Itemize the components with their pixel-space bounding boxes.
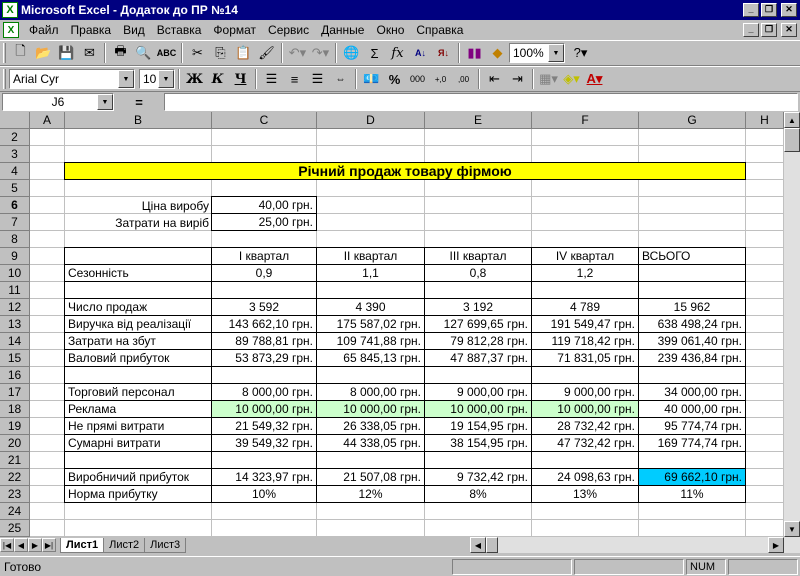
decrease-indent-icon[interactable]: ⇤ [489, 71, 500, 86]
table-grid-cell[interactable] [638, 281, 746, 299]
table-grid-cell[interactable] [424, 281, 532, 299]
row-header[interactable]: 13 [0, 316, 30, 333]
chevron-down-icon[interactable]: ▼ [158, 70, 174, 88]
fill-color-icon[interactable]: ◈▾ [563, 71, 580, 86]
table-cell[interactable]: 3 192 [424, 298, 532, 316]
chevron-down-icon[interactable]: ▼ [548, 44, 564, 62]
table-grid-cell[interactable] [638, 366, 746, 384]
scroll-right-icon[interactable]: ▶ [768, 537, 784, 553]
menu-help[interactable]: Справка [416, 23, 464, 37]
align-left-icon[interactable]: ☰ [265, 71, 278, 86]
price-label[interactable]: Ціна виробу [141, 198, 209, 213]
table-cell[interactable]: 10 000,00 грн. [316, 400, 425, 418]
table-grid-cell[interactable] [531, 281, 639, 299]
print-icon[interactable]: 🖶 [114, 43, 127, 58]
chevron-down-icon[interactable]: ▼ [118, 70, 134, 88]
row-header[interactable]: 2 [0, 129, 30, 146]
table-cell[interactable]: 1,1 [316, 264, 425, 282]
spelling-icon[interactable]: ABC [156, 48, 177, 58]
table-cell[interactable]: 239 436,84 грн. [638, 349, 746, 367]
align-right-icon[interactable]: ☰ [311, 71, 324, 86]
column-header-cell[interactable]: III квартал [424, 247, 532, 265]
title-bar [0, 0, 800, 20]
table-grid-cell[interactable] [64, 247, 212, 265]
row-header[interactable]: 24 [0, 503, 30, 520]
borders-icon[interactable]: ▦▾ [539, 71, 558, 86]
table-cell[interactable]: 79 812,28 грн. [424, 332, 532, 350]
table-cell[interactable]: 109 741,88 грн. [316, 332, 425, 350]
table-cell[interactable]: 9 000,00 грн. [531, 383, 639, 401]
table-cell[interactable]: 26 338,05 грн. [316, 417, 425, 435]
print-preview-icon[interactable]: 🔍 [135, 45, 152, 60]
row-header[interactable]: 23 [0, 486, 30, 503]
table-cell[interactable]: 9 000,00 грн. [424, 383, 532, 401]
doc-restore-button[interactable]: ❐ [761, 23, 777, 37]
table-cell[interactable]: 119 718,42 грн. [531, 332, 639, 350]
table-cell[interactable]: 15 962 [638, 298, 746, 316]
table-grid-cell[interactable] [531, 451, 639, 469]
table-grid-cell[interactable] [316, 281, 425, 299]
new-icon[interactable]: 🗋 [15, 43, 26, 58]
row-label[interactable]: Валовий прибуток [64, 349, 212, 367]
table-cell[interactable]: 0,8 [424, 264, 532, 282]
open-icon[interactable]: 📂 [35, 45, 52, 60]
percent-icon[interactable]: % [388, 71, 401, 87]
table-cell[interactable]: 21 549,32 грн. [211, 417, 317, 435]
menu-window[interactable]: Окно [376, 23, 405, 37]
table-grid-cell[interactable] [211, 281, 317, 299]
column-header-b[interactable]: B [65, 112, 212, 129]
table-cell[interactable]: 13% [531, 485, 639, 503]
cost-value[interactable]: 25,00 грн. [211, 213, 317, 231]
autosum-icon[interactable]: Σ [370, 45, 379, 61]
table-cell[interactable]: 38 154,95 грн. [424, 434, 532, 452]
paste-icon[interactable]: 📋 [235, 45, 252, 60]
table-grid-cell[interactable] [424, 366, 532, 384]
table-cell[interactable]: 24 098,63 грн. [531, 468, 639, 486]
close-button[interactable]: ✕ [781, 3, 797, 17]
scroll-down-icon[interactable]: ▼ [784, 521, 800, 537]
worksheet-grid[interactable] [0, 112, 784, 537]
doc-minimize-button[interactable]: _ [743, 23, 759, 37]
name-box[interactable]: J6 ▼ [2, 93, 114, 111]
table-grid-cell[interactable] [424, 451, 532, 469]
table-grid-cell[interactable] [64, 366, 212, 384]
horizontal-scrollbar[interactable] [470, 537, 800, 553]
column-header-cell[interactable]: IV квартал [531, 247, 639, 265]
table-cell[interactable]: 11% [638, 485, 746, 503]
table-cell[interactable]: 1,2 [531, 264, 639, 282]
table-cell[interactable]: 39 549,32 грн. [211, 434, 317, 452]
table-cell[interactable]: 21 507,08 грн. [316, 468, 425, 486]
row-label[interactable]: Не прямі витрати [64, 417, 212, 435]
table-cell[interactable]: 4 789 [531, 298, 639, 316]
table-cell[interactable]: 10 000,00 грн. [531, 400, 639, 418]
document-icon[interactable]: X [3, 22, 19, 38]
table-cell[interactable]: 65 845,13 грн. [316, 349, 425, 367]
table-grid-cell[interactable] [211, 366, 317, 384]
menu-insert[interactable]: Вставка [156, 23, 202, 37]
tab-sheet3[interactable]: Лист3 [144, 538, 186, 553]
column-header-d[interactable]: D [317, 112, 425, 129]
window-title: Microsoft Excel - Додаток до ПР №14 [21, 3, 238, 17]
scroll-left-icon[interactable]: ◀ [470, 537, 486, 553]
next-sheet-icon[interactable]: ▶ [28, 538, 42, 552]
row-header[interactable]: 6 [0, 197, 30, 214]
thousands-separator-icon[interactable]: 000 [409, 74, 426, 84]
row-header[interactable]: 8 [0, 231, 30, 248]
table-cell[interactable]: 34 000,00 грн. [638, 383, 746, 401]
row-header[interactable]: 9 [0, 248, 30, 265]
row-label[interactable]: Сумарні витрати [64, 434, 212, 452]
status-text: Готово [4, 559, 42, 574]
row-label[interactable]: Виробничий прибуток [64, 468, 212, 486]
sheet-title[interactable]: Річний продаж товару фірмою [64, 162, 746, 180]
formatting-toolbar [0, 66, 800, 92]
save-icon[interactable]: 💾 [58, 45, 75, 60]
table-cell[interactable]: 12% [316, 485, 425, 503]
row-label[interactable]: Реклама [64, 400, 212, 418]
redo-icon[interactable]: ↷▾ [311, 45, 330, 60]
chevron-down-icon[interactable]: ▼ [97, 94, 113, 110]
font-color-icon[interactable]: A▾ [586, 71, 603, 86]
table-cell[interactable]: 69 662,10 грн. [638, 468, 746, 486]
table-cell[interactable] [638, 264, 746, 282]
table-cell[interactable]: 9 732,42 грн. [424, 468, 532, 486]
tab-sheet1[interactable]: Лист1 [60, 538, 104, 553]
table-cell[interactable]: 143 662,10 грн. [211, 315, 317, 333]
row-header[interactable]: 25 [0, 520, 30, 537]
status-bar [0, 556, 800, 576]
table-cell[interactable]: 8 000,00 грн. [211, 383, 317, 401]
table-cell[interactable]: 10 000,00 грн. [211, 400, 317, 418]
font-size-select[interactable]: 10 ▼ [139, 69, 175, 89]
table-cell[interactable]: 169 774,74 грн. [638, 434, 746, 452]
zoom-select[interactable]: 100% ▼ [509, 43, 565, 63]
row-header[interactable]: 10 [0, 265, 30, 282]
mail-icon[interactable]: ✉ [84, 45, 95, 60]
table-cell[interactable]: 3 592 [211, 298, 317, 316]
row-header[interactable]: 4 [0, 163, 30, 180]
italic-button[interactable]: К [211, 71, 224, 87]
menu-format[interactable]: Формат [213, 23, 257, 37]
standard-toolbar [0, 40, 800, 66]
table-grid-cell[interactable] [211, 451, 317, 469]
formula-equals-button[interactable]: = [135, 94, 143, 110]
table-cell[interactable]: 40 000,00 грн. [638, 400, 746, 418]
table-cell[interactable]: 14 323,97 грн. [211, 468, 317, 486]
prev-sheet-icon[interactable]: ◀ [14, 538, 28, 552]
column-header-cell[interactable]: II квартал [316, 247, 425, 265]
table-cell[interactable]: 10% [211, 485, 317, 503]
row-header[interactable]: 20 [0, 435, 30, 452]
help-icon[interactable]: ?▾ [573, 45, 588, 60]
merge-center-icon[interactable]: ⇔ [335, 73, 346, 85]
table-grid-cell[interactable] [531, 366, 639, 384]
excel-app-icon[interactable]: X [2, 2, 18, 18]
drawing-icon[interactable]: ◆ [492, 45, 503, 60]
doc-close-button[interactable]: ✕ [781, 23, 797, 37]
table-cell[interactable]: 8% [424, 485, 532, 503]
column-header-h[interactable]: H [746, 112, 784, 129]
table-cell[interactable]: 71 831,05 грн. [531, 349, 639, 367]
column-header-e[interactable]: E [425, 112, 532, 129]
formula-bar [0, 92, 800, 112]
price-value[interactable]: 40,00 грн. [211, 196, 317, 214]
row-header[interactable]: 3 [0, 146, 30, 163]
font-name-select[interactable]: Arial Cyr ▼ [9, 69, 135, 89]
bold-button[interactable]: Ж [185, 71, 204, 87]
first-sheet-icon[interactable]: |◀ [0, 538, 14, 552]
menu-data[interactable]: Данные [321, 23, 365, 37]
chart-wizard-icon[interactable]: ▮▮ [467, 45, 482, 60]
table-cell[interactable]: 399 061,40 грн. [638, 332, 746, 350]
table-cell[interactable]: 127 699,65 грн. [424, 315, 532, 333]
column-header-f[interactable]: F [532, 112, 639, 129]
menu-edit[interactable]: Правка [70, 23, 112, 37]
table-grid-cell[interactable] [64, 451, 212, 469]
row-header[interactable]: 22 [0, 469, 30, 486]
web-icon[interactable]: 🌐 [343, 45, 360, 60]
column-header-g[interactable]: G [639, 112, 746, 129]
row-header[interactable]: 12 [0, 299, 30, 316]
minimize-button[interactable]: _ [743, 3, 759, 17]
column-header-cell[interactable]: ВСЬОГО [638, 247, 746, 265]
table-cell[interactable]: 8 000,00 грн. [316, 383, 425, 401]
underline-button[interactable]: Ч [234, 71, 247, 87]
num-lock-indicator: NUM [686, 559, 726, 575]
row-header[interactable]: 19 [0, 418, 30, 435]
row-header[interactable]: 15 [0, 350, 30, 367]
table-cell[interactable]: 175 587,02 грн. [316, 315, 425, 333]
menu-view[interactable]: Вид [123, 23, 145, 37]
table-grid-cell[interactable] [64, 281, 212, 299]
row-header[interactable]: 5 [0, 180, 30, 197]
table-cell[interactable]: 44 338,05 грн. [316, 434, 425, 452]
sort-descending-icon[interactable]: Я↓ [438, 48, 449, 58]
decrease-decimal-icon[interactable]: ,00 [457, 74, 470, 84]
restore-button[interactable]: ❐ [761, 3, 777, 17]
table-cell[interactable]: 53 873,29 грн. [211, 349, 317, 367]
row-header[interactable]: 18 [0, 401, 30, 418]
table-grid-cell[interactable] [316, 366, 425, 384]
row-label[interactable]: Сезонність [64, 264, 212, 282]
tab-sheet2[interactable]: Лист2 [103, 538, 145, 553]
table-cell[interactable]: 10 000,00 грн. [424, 400, 532, 418]
table-cell[interactable]: 19 154,95 грн. [424, 417, 532, 435]
row-header[interactable]: 21 [0, 452, 30, 469]
table-cell[interactable]: 4 390 [316, 298, 425, 316]
column-header-a[interactable]: A [30, 112, 65, 129]
column-header-c[interactable]: C [212, 112, 317, 129]
table-cell[interactable]: 95 774,74 грн. [638, 417, 746, 435]
row-header[interactable]: 14 [0, 333, 30, 350]
row-header[interactable]: 11 [0, 282, 30, 299]
vertical-scrollbar[interactable] [784, 112, 800, 537]
undo-icon[interactable]: ↶▾ [288, 45, 307, 60]
currency-icon[interactable]: 💶 [363, 71, 380, 86]
formula-input[interactable] [164, 93, 798, 111]
row-label[interactable]: Число продаж [64, 298, 212, 316]
increase-indent-icon[interactable]: ⇥ [512, 71, 523, 86]
row-header[interactable]: 17 [0, 384, 30, 401]
increase-decimal-icon[interactable]: +,0 [434, 74, 447, 84]
scroll-thumb[interactable] [784, 128, 800, 152]
table-cell[interactable]: 0,9 [211, 264, 317, 282]
scroll-thumb-horizontal[interactable] [486, 537, 498, 553]
format-painter-icon[interactable]: 🖌 [258, 45, 275, 60]
table-cell[interactable]: 47 732,42 грн. [531, 434, 639, 452]
row-label[interactable]: Затрати на збут [64, 332, 212, 350]
row-header[interactable]: 7 [0, 214, 30, 231]
scroll-up-icon[interactable]: ▲ [784, 112, 800, 128]
column-header-cell[interactable]: I квартал [211, 247, 317, 265]
align-center-icon[interactable]: ≡ [290, 71, 299, 87]
table-cell[interactable]: 638 498,24 грн. [638, 315, 746, 333]
menu-bar [0, 20, 800, 40]
menu-tools[interactable]: Сервис [268, 23, 310, 37]
last-sheet-icon[interactable]: ▶| [42, 538, 56, 552]
menu-file[interactable]: Файл [29, 23, 59, 37]
sort-ascending-icon[interactable]: A↓ [415, 48, 426, 58]
cost-label[interactable]: Затрати на виріб [115, 215, 209, 230]
table-cell[interactable]: 89 788,81 грн. [211, 332, 317, 350]
row-label[interactable]: Норма прибутку [64, 485, 212, 503]
row-header[interactable]: 16 [0, 367, 30, 384]
table-cell[interactable]: 191 549,47 грн. [531, 315, 639, 333]
sheet-tab-bar [0, 537, 800, 553]
select-all-corner[interactable] [0, 112, 30, 129]
table-grid-cell[interactable] [316, 451, 425, 469]
table-cell[interactable]: 47 887,37 грн. [424, 349, 532, 367]
copy-icon[interactable]: ⎘ [215, 45, 226, 60]
row-label[interactable]: Виручка від реалізації [64, 315, 212, 333]
table-grid-cell[interactable] [638, 451, 746, 469]
function-icon[interactable]: fx [391, 45, 404, 61]
table-cell[interactable]: 28 732,42 грн. [531, 417, 639, 435]
cut-icon[interactable]: ✂ [192, 45, 203, 60]
row-label[interactable]: Торговий персонал [64, 383, 212, 401]
